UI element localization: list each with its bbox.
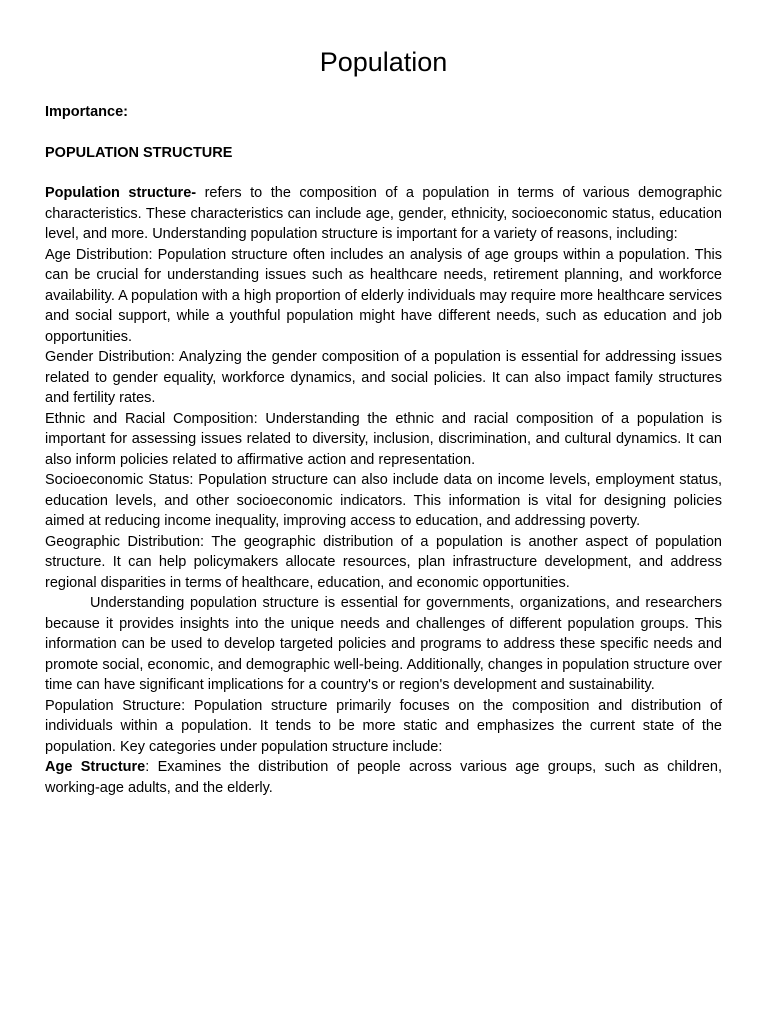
age-structure-term: Age Structure: [45, 759, 146, 775]
socioeconomic-status-paragraph: Socioeconomic Status: Population structure can also include data on income levels, employment status, education levels, and other socioeconomic indicators. This information is vital for designing policies aimed at reducing income inequality, improving access to education, and addressing poverty.: [45, 472, 722, 529]
importance-heading: Importance:: [45, 104, 128, 120]
section-heading: POPULATION STRUCTURE: [45, 144, 233, 161]
age-distribution-paragraph: Age Distribution: Population structure often includes an analysis of age groups within a population. This can be crucial for understanding issues such as healthcare needs, retirement planning, and workforce availability. A population with a high proportion of elderly individuals may require more healthcare services and social support, while a youthful population might have different needs, such as education and job opportunities.: [45, 246, 722, 345]
intro-term: Population structure-: [45, 185, 197, 201]
age-structure-paragraph: [45, 757, 722, 798]
page-title: Population: [319, 47, 448, 77]
geographic-distribution-paragraph: Geographic Distribution: The geographic distribution of a population is another aspect of population structure. It can help policymakers allocate resources, plan infrastructure development, and address regional disparities in terms of healthcare, education, and economic opportunities.: [45, 533, 722, 591]
population-structure-paragraph: Population Structure: Population structure primarily focuses on the composition and distribution of individuals within a population. It tends to be more static and emphasizes the current state of the population. Key categories under population structure include:: [45, 697, 722, 755]
age-structure-text: : Examines the distribution of people across various age groups, such as children, working-age adults, and the elderly.: [45, 759, 722, 796]
document-page: [45, 44, 722, 798]
intro-text: refers to the composition of a population in terms of various demographic characteristics. These characteristics can include age, gender, ethnicity, socioeconomic status, education level, and more. Understanding population structure is important for a variety of reasons, including:: [45, 185, 722, 242]
understanding-paragraph: Understanding population structure is essential for governments, organizations, and researchers because it provides insights into the unique needs and challenges of different population groups. This information can be used to develop targeted policies and programs to address these specific needs and promote social, economic, and demographic well-being. Additionally, changes in population structure over time can have significant implications for a country's or region's development and sustainability.: [45, 595, 722, 693]
intro-paragraph: [45, 183, 722, 245]
ethnic-composition-paragraph: Ethnic and Racial Composition: Understanding the ethnic and racial composition of a population is important for assessing issues related to diversity, inclusion, discrimination, and cultural dynamics. It can also inform policies related to affirmative action and representation.: [45, 410, 722, 468]
gender-distribution-paragraph: Gender Distribution: Analyzing the gender composition of a population is essential for addressing issues related to gender equality, workforce dynamics, and social policies. It can also impact family structures and fertility rates.: [45, 349, 722, 406]
